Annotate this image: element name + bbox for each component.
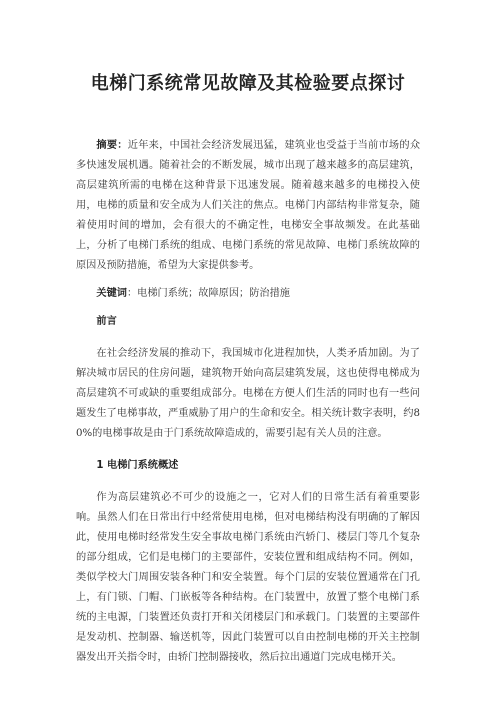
section-1-paragraph: 作为高层建筑必不可少的设施之一，它对人们的日常生活有着重要影响。虽然人们在日常出行中经常使用电梯，但对电梯结构没有明确的了解因此，使用电梯时经常发生安全事故电梯门系统由汽轿门、楼层门等几个复杂的部分组成，它们是电梯门的主要部件，安装位置和组成结构不同。例如，类似学校大门周围安装各种门和安全装置。每个门层的安装位置通常在门孔上，有门锁、门帽、门嵌板等各种结构。在门装置中，放置了整个电梯门系统的主电源，门装置还负责打开和关闭楼层门和承载门。门装置的主要部件是发动机、控制器、输送机等，因此门装置可以自由控制电梯的开关主控制器发出开关指令时，由轿门控制器接收，然后拉出通道门完成电梯开关。 [76, 492, 420, 663]
section-1-heading: 1 电梯门系统概述 [96, 460, 179, 471]
abstract-text: 近年来，中国社会经济发展迅猛，建筑业也受益于当前市场的众多快速发展机遇。随着社会的不断发展，城市出现了越来越多的高层建筑，高层建筑所需的电梯在这种背景下迅速发展。随着越来越多的电梯投入使用，电梯的质量和安全成为人们关注的焦点。电梯门内部结构非常复杂，随着使用时间的增加，会有很大的不确定性，电梯安全事故频发。在此基础上，分析了电梯门系统的组成、电梯门系统的常见故障、电梯门系统故障的原因及预防措施，希望为大家提供参考。 [76, 140, 421, 271]
abstract-separator: ： [117, 140, 128, 151]
preface-paragraph: 在社会经济发展的推动下，我国城市化进程加快，人类矛盾加剧。为了解决城市居民的住房问题，建筑物开始向高层建筑发展，这也使得电梯成为高层建筑不可或缺的重要组成部分。电梯在方便人们生活的同时也有一些问题发生了电梯事故，严重威胁了用户的生命和安全。相关统计数字表明，约80%的电梯事故是由于门系统故障造成的，需要引起有关人员的注意。 [76, 348, 420, 439]
keywords-separator: ： [126, 288, 138, 299]
abstract-paragraph [76, 136, 420, 276]
keywords-text: 电梯门系统；故障原因；防治措施 [137, 288, 290, 299]
keywords-paragraph [76, 284, 420, 304]
preface-heading: 前言 [96, 316, 117, 327]
abstract-label: 摘要 [96, 140, 118, 151]
paper-title: 电梯门系统常见故障及其检验要点探讨 [90, 73, 406, 94]
keywords-label: 关键词 [96, 288, 127, 299]
